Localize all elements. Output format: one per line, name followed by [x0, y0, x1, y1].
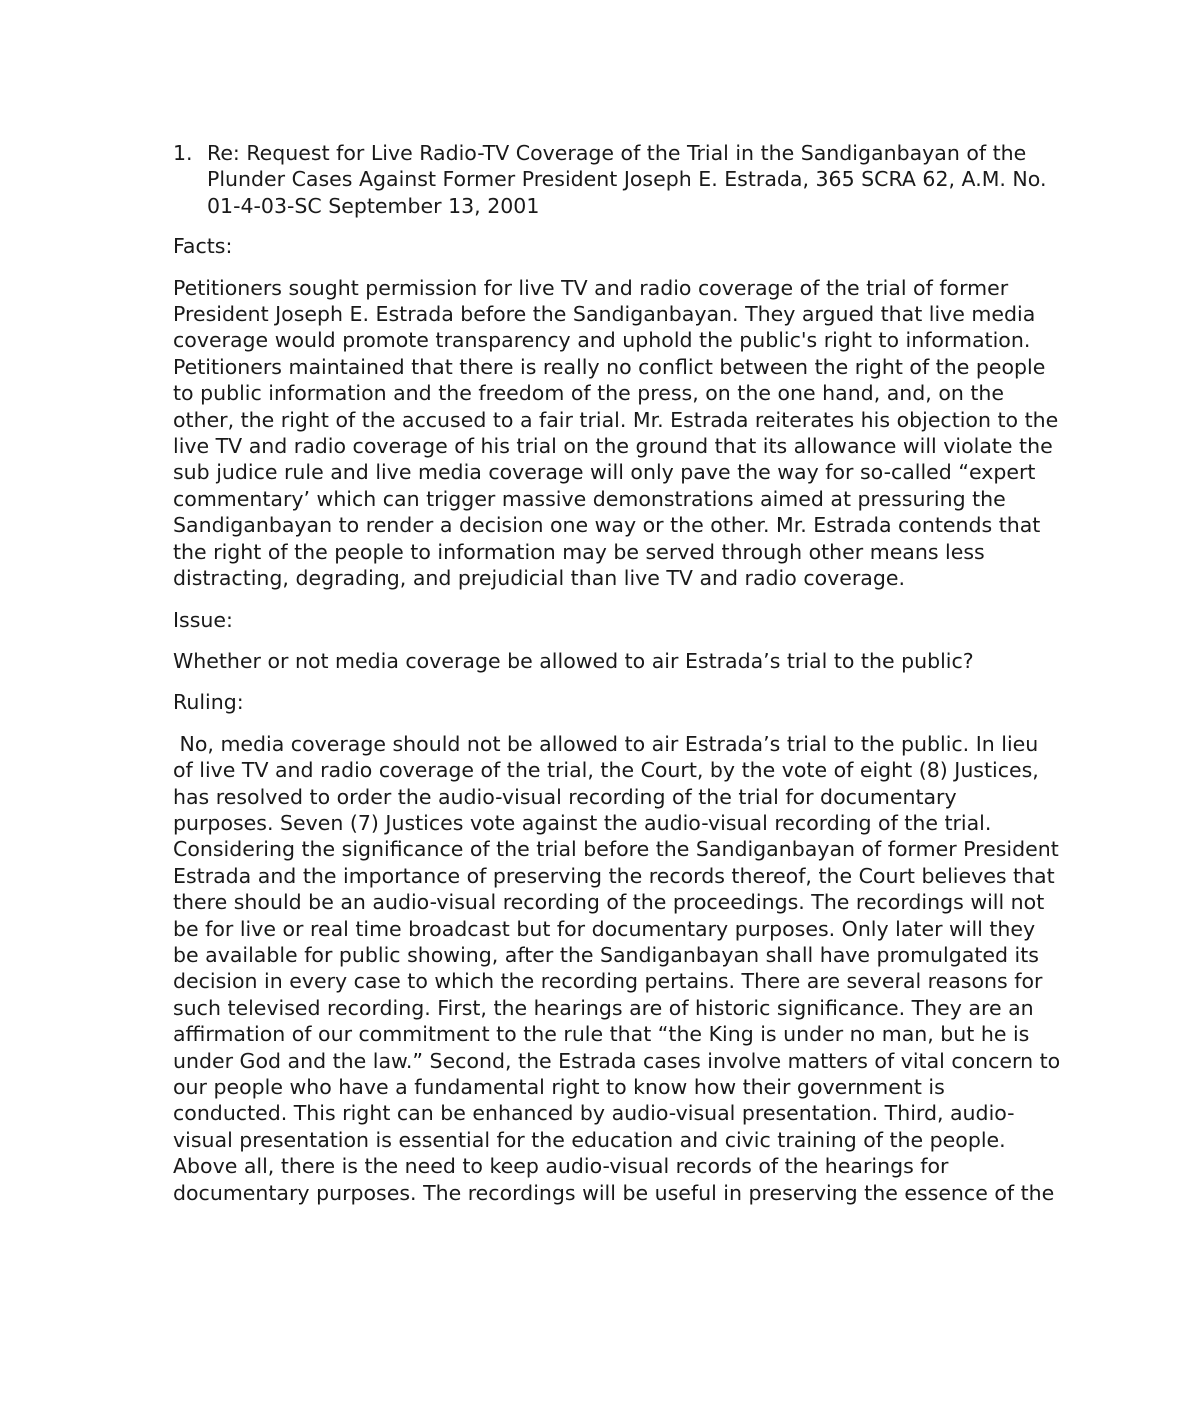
issue-heading: Issue: — [173, 607, 233, 632]
case-title: Re: Request for Live Radio-TV Coverage of the Trial in the Sandiganbayan of the Plunder Cases Against Former President Joseph E. Estrada, 365 SCRA 62, A.M. No. 01-4-03-SC September 13, 2001 — [207, 141, 1047, 218]
document-page — [173, 140, 1067, 1221]
ruling-heading: Ruling: — [173, 690, 244, 715]
facts-paragraph: Petitioners sought permission for live TV and radio coverage of the trial of former President Joseph E. Estrada before the Sandiganbayan. They argued that live media coverage would promote transparency and uphold the public's right to information. Petitioners maintained that there is really no conflict between the right of the people to public information and the freedom of the press, on the one hand, and, on the other, the right of the accused to a fair trial. Mr. Estrada reiterates his objection to the live TV and radio coverage of his trial on the ground that its allowance will violate the sub judice rule and live media coverage will only pave the way for so-called “expert commentary’ which can trigger massive demonstrations aimed at pressuring the Sandiganbayan to render a decision one way or the other. Mr. Estrada contends that the right of the people to information may be served through other means less distracting, degrading, and prejudicial than live TV and radio coverage. — [173, 275, 1059, 591]
facts-heading: Facts: — [173, 234, 233, 259]
list-number: 1. — [173, 141, 193, 165]
case-title-item — [173, 140, 1063, 219]
ruling-paragraph: No, media coverage should not be allowed to air Estrada’s trial to the public. In lieu of live TV and radio coverage of the trial, the Court, by the vote of eight (8) Justices, has resolved to order the audio-visual recording of the trial for documentary purposes. Seven (7) Justices vote against the audio-visual recording of the trial. Considering the significance of the trial before the Sandiganbayan of former President Estrada and the importance of preserving the records thereof, the Court believes that there should be an audio-visual recording of the proceedings. The recordings will not be for live or real time broadcast but for documentary purposes. Only later will they be available for public showing, after the Sandiganbayan shall have promulgated its decision in every case to which the recording pertains. There are several reasons for such televised recording. First, the hearings are of historic significance. They are an affirmation of our commitment to the rule that “the King is under no man, but he is under God and the law.” Second, the Estrada cases involve matters of vital concern to our people who have a fundamental right to know how their government is conducted. This right can be enhanced by audio-visual presentation. Third, audio-visual presentation is essential for the education and civic training of the people. Above all, there is the need to keep audio-visual records of the hearings for documentary purposes. The recordings will be useful in preserving the essence of the — [173, 731, 1067, 1205]
issue-paragraph: Whether or not media coverage be allowed to air Estrada’s trial to the public? — [173, 648, 974, 673]
